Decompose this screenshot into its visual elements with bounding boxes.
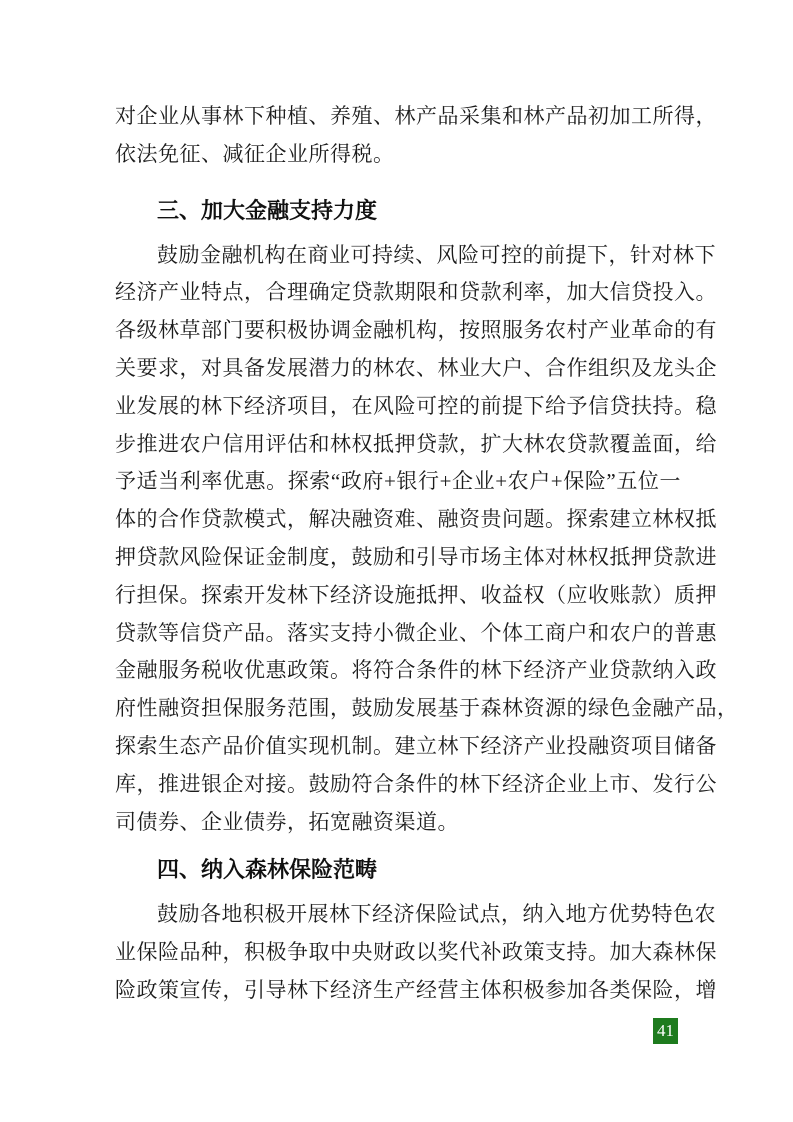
paragraph-line: 行担保。探索开发林下经济设施抵押、收益权（应收账款）质押 [115, 582, 717, 607]
paragraph-line: 业发展的林下经济项目，在风险可控的前提下给予信贷扶持。稳 [115, 393, 717, 418]
intro-line: 依法免征、减征企业所得税。 [115, 141, 395, 166]
paragraph-line: 押贷款风险保证金制度，鼓励和引导市场主体对林权抵押贷款进 [115, 544, 717, 569]
paragraph-line: 府性融资担保服务范围，鼓励发展基于森林资源的绿色金融产品， [115, 696, 739, 721]
paragraph-line: 险政策宣传，引导林下经济生产经营主体积极参加各类保险，增 [115, 977, 717, 1002]
paragraph-line: 经济产业特点，合理确定贷款期限和贷款利率，加大信贷投入。 [115, 280, 717, 305]
paragraph-line: 库，推进银企对接。鼓励符合条件的林下经济企业上市、发行公 [115, 771, 717, 796]
paragraph-line: 鼓励各地积极开展林下经济保险试点，纳入地方优势特色农 [157, 902, 716, 927]
section-heading-financial-support: 三、加大金融支持力度 [157, 197, 378, 223]
paragraph-line: 司债券、企业债券，拓宽融资渠道。 [115, 809, 459, 834]
paragraph-line: 关要求，对具备发展潜力的林农、林业大户、合作组织及龙头企 [115, 355, 717, 380]
paragraph-line: 探索生态产品价值实现机制。建立林下经济产业投融资项目储备 [115, 733, 717, 758]
paragraph-line: 各级林草部门要积极协调金融机构，按照服务农村产业革命的有 [115, 318, 717, 343]
paragraph-line: 鼓励金融机构在商业可持续、风险可控的前提下，针对林下 [157, 242, 716, 267]
paragraph-line: 贷款等信贷产品。落实支持小微企业、个体工商户和农户的普惠 [115, 620, 717, 645]
paragraph-line: 业保险品种，积极争取中央财政以奖代补政策支持。加大森林保 [115, 940, 717, 965]
paragraph-line: 予适当利率优惠。探索“政府+银行+企业+农户+保险”五位一 [115, 469, 681, 494]
section-heading-forest-insurance: 四、纳入森林保险范畴 [157, 857, 378, 883]
page-number-badge: 41 [653, 1018, 678, 1044]
document-content [115, 98, 739, 1010]
paragraph-line: 体的合作贷款模式，解决融资难、融资贵问题。探索建立林权抵 [115, 507, 717, 532]
paragraph-line: 步推进农户信用评估和林权抵押贷款，扩大林农贷款覆盖面，给 [115, 431, 717, 456]
intro-line: 对企业从事林下种植、养殖、林产品采集和林产品初加工所得， [115, 104, 717, 128]
paragraph-line: 金融服务税收优惠政策。将符合条件的林下经济产业贷款纳入政 [115, 658, 717, 683]
